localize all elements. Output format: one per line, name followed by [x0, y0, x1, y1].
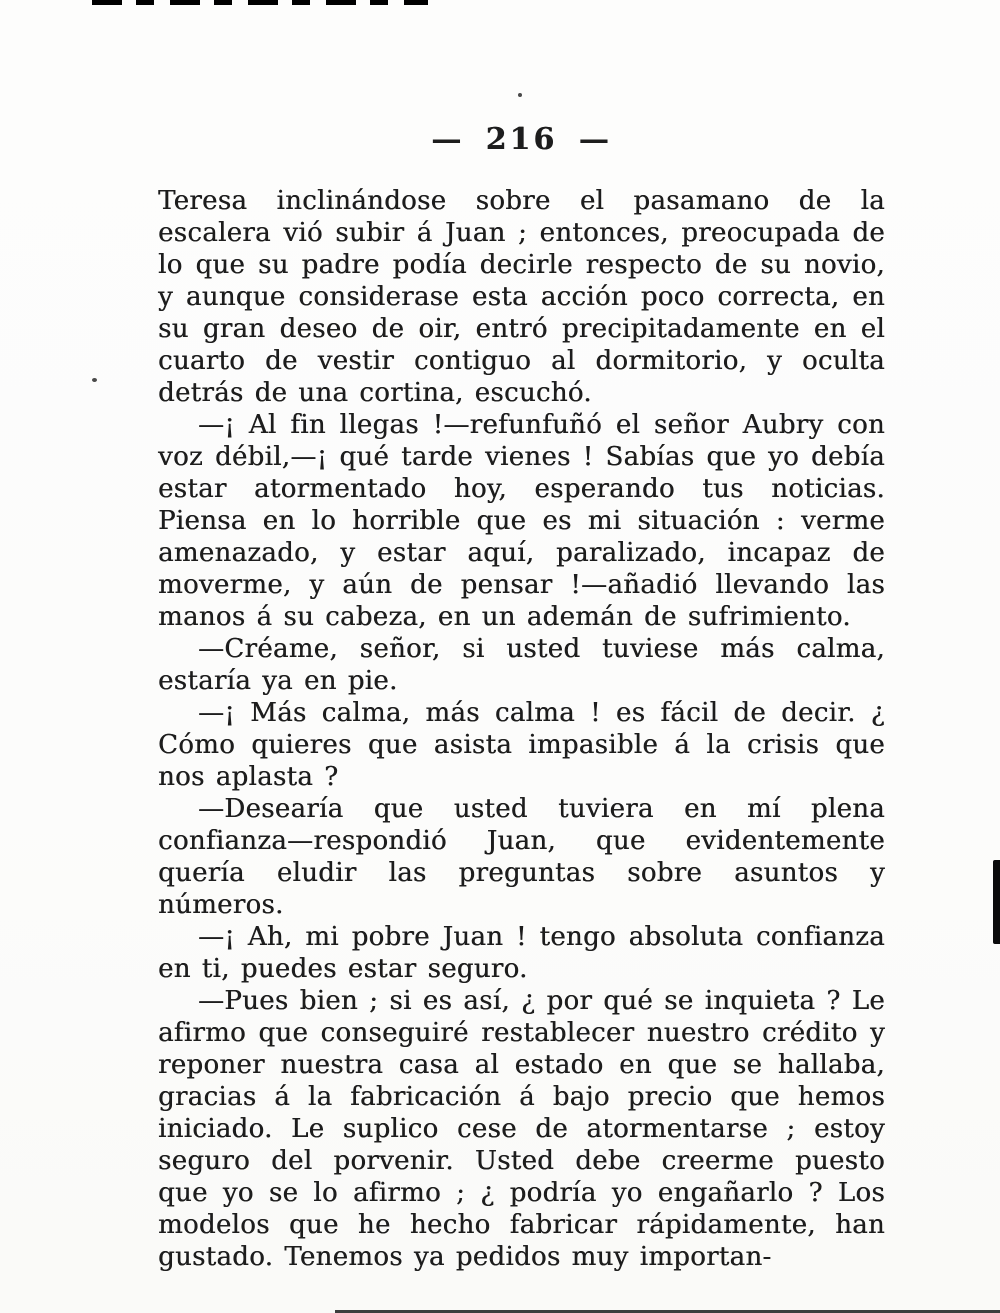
scan-artifact-right-smudge [993, 860, 1000, 944]
text-block [158, 122, 885, 1273]
paragraph: —Créame, señor, si usted tuviese más calma, estaría ya en pie. [158, 634, 885, 696]
page-paragraphs [158, 185, 885, 1273]
scan-speck [92, 378, 97, 382]
scan-speck [518, 93, 522, 97]
paragraph: —¡ Más calma, más calma ! es fácil de decir. ¿ Cómo quieres que asista impasible á la crisis que nos aplasta ? [158, 698, 885, 792]
scan-artifact-top-dashes [92, 0, 428, 5]
paragraph: —¡ Ah, mi pobre Juan ! tengo absoluta confianza en ti, puedes estar seguro. [158, 922, 885, 984]
paragraph: —¡ Al fin llegas !—refunfuñó el señor Aubry con voz débil,—¡ qué tarde vienes ! Sabías que yo debía estar atormentado hoy, esperando tus noticias. Piensa en lo horrible que es mi situación : verme amenazado, y estar aquí, paralizado, incapaz de moverme, y aún de pensar !—añadió llevando las manos á su cabeza, en un ademán de sufrimiento. [158, 410, 885, 632]
paragraph: —Pues bien ; si es así, ¿ por qué se inquieta ? Le afirmo que conseguiré restablecer nuestro crédito y reponer nuestra casa al estado en que se hallaba, gracias á la fabricación á bajo precio que hemos iniciado. Le suplico cese de atormentarse ; estoy seguro del porvenir. Usted debe creerme puesto que yo se lo afirmo ; ¿ podría yo engañarlo ? Los modelos que he hecho fabricar rápidamente, han gustado. Tenemos ya pedidos muy importan- [158, 986, 885, 1272]
paragraph: Teresa inclinándose sobre el pasamano de la escalera vió subir á Juan ; entonces, preocupada de lo que su padre podía decirle respecto de su novio, y aunque considerase esta acción poco correcta, en su gran deseo de oir, entró precipitadamente en el cuarto de vestir contiguo al dormitorio, y oculta detrás de una cortina, escuchó. [158, 186, 885, 408]
paragraph: —Desearía que usted tuviera en mí plena confianza—respondió Juan, que evidentemente quería eludir las preguntas sobre asuntos y números. [158, 794, 885, 920]
page-number: — 216 — [431, 122, 612, 157]
